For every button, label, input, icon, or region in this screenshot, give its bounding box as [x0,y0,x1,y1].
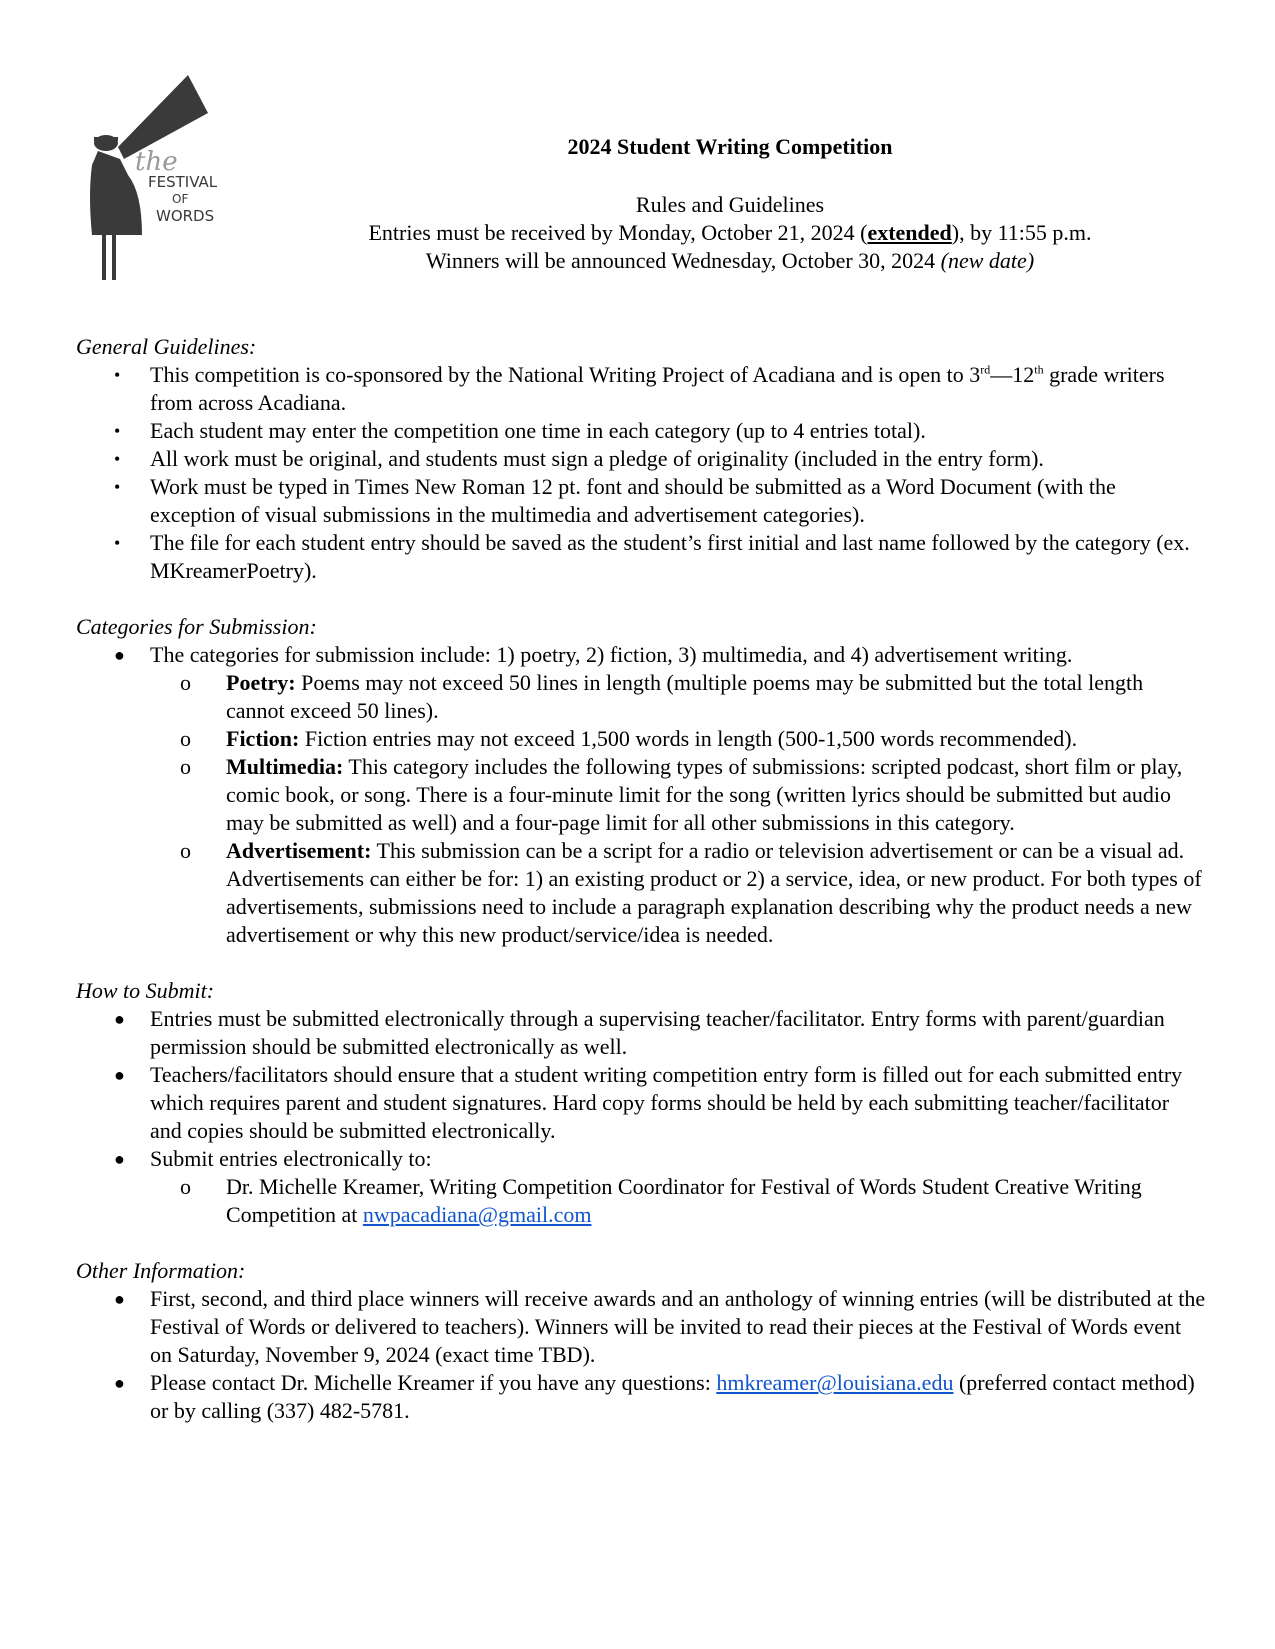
categories-heading: Categories for Submission: [76,614,317,639]
general-guidelines-heading: General Guidelines: [76,334,257,359]
list-item: o Dr. Michelle Kreamer, Writing Competition Coordinator for Festival of Words Student Creative Writing Competition at nwpacadiana@gmail.com [180,1174,1142,1227]
deadline-line: Entries must be received by Monday, October 21, 2024 (extended), by 11:55 p.m. [368,220,1092,245]
list-item: ● Entries must be submitted electronically through a supervising teacher/facilitator. Entry forms with parent/guardian permission should be submitted electronically as well. [114,1006,1165,1059]
categories-list [76,641,1206,949]
festival-of-words-logo [80,75,230,285]
category-poetry: o Poetry: Poems may not exceed 50 lines in length (multiple poems may be submitted but the total length cannot exceed 50 lines). [180,670,1144,723]
list-item: ● First, second, and third place winners will receive awards and an anthology of winning entries (will be distributed at the Festival of Words or delivered to teachers). Winners will be invited to read their pieces at the Festival of Words event on Saturday, November 9, 2024 (exact time TBD). [114,1286,1206,1367]
category-advertisement: o Advertisement: This submission can be a script for a radio or television advertisement or can be a visual ad. Advertisements can either be for: 1) an existing product or 2) a service, idea, or new product. For both types of advertisements, submissions need to include a paragraph explanation describing why the product needs a new advertisement or why this new product/service/idea is needed. [180,838,1202,947]
extended-label: extended [867,220,952,245]
list-item: • The file for each student entry should be saved as the student’s first initial and last name followed by the category (ex. MKreamerPoetry). [114,530,1190,583]
svg-text:WORDS: WORDS [156,207,215,225]
nwpacadiana-email-link[interactable]: nwpacadiana@gmail.com [362,1202,592,1227]
list-item: • This competition is co-sponsored by the National Writing Project of Acadiana and is open to 3rd—12th grade writers from across Acadiana. [114,362,1165,415]
svg-text:OF: OF [172,192,189,206]
category-multimedia: o Multimedia: This category includes the following types of submissions: scripted podcast, short film or play, comic book, or song. There is a four-minute limit for the song (written lyrics should be submitted but audio may be submitted as well) and a four-page limit for all other submissions in this category. [180,754,1183,835]
list-item: • All work must be original, and students must sign a pledge of originality (included in the entry form). [114,446,1044,471]
general-guidelines-list [76,361,1206,585]
list-item: • Work must be typed in Times New Roman 12 pt. font and should be submitted as a Word Document (with the exception of visual submissions in the multimedia and advertisement categories). [114,474,1116,527]
other-information-heading: Other Information: [76,1258,246,1283]
svg-text:the: the [135,147,178,177]
winners-line: Winners will be announced Wednesday, October 30, 2024 (new date) [425,248,1035,273]
list-item: ● Please contact Dr. Michelle Kreamer if you have any questions: hmkreamer@louisiana.edu (preferred contact method) or by calling (337) 482-5781. [114,1370,1195,1423]
how-to-submit-heading: How to Submit: [76,978,215,1003]
list-item: ● The categories for submission include: 1) poetry, 2) fiction, 3) multimedia, and 4) advertisement writing. [114,642,1073,667]
svg-text:FESTIVAL: FESTIVAL [148,173,218,191]
list-item: ● Teachers/facilitators should ensure that a student writing competition entry form is filled out for each submitted entry which requires parent and student signatures. Hard copy forms should be held by each submitting teacher/facilitator and copies should be submitted electronically. [114,1062,1183,1143]
other-information-list [76,1285,1206,1425]
list-item: ● Submit entries electronically to: [114,1146,432,1171]
list-item: • Each student may enter the competition one time in each category (up to 4 entries total). [114,418,926,443]
how-to-submit-list [76,1005,1206,1229]
megaphone-figure-icon [80,75,230,285]
category-fiction: o Fiction: Fiction entries may not exceed 1,500 words in length (500-1,500 words recommended). [180,726,1078,751]
page-title: 2024 Student Writing Competition [567,134,893,159]
page-subtitle: Rules and Guidelines [635,192,825,217]
document-body [76,333,1206,1425]
hmkreamer-email-link[interactable]: hmkreamer@louisiana.edu [716,1370,954,1395]
